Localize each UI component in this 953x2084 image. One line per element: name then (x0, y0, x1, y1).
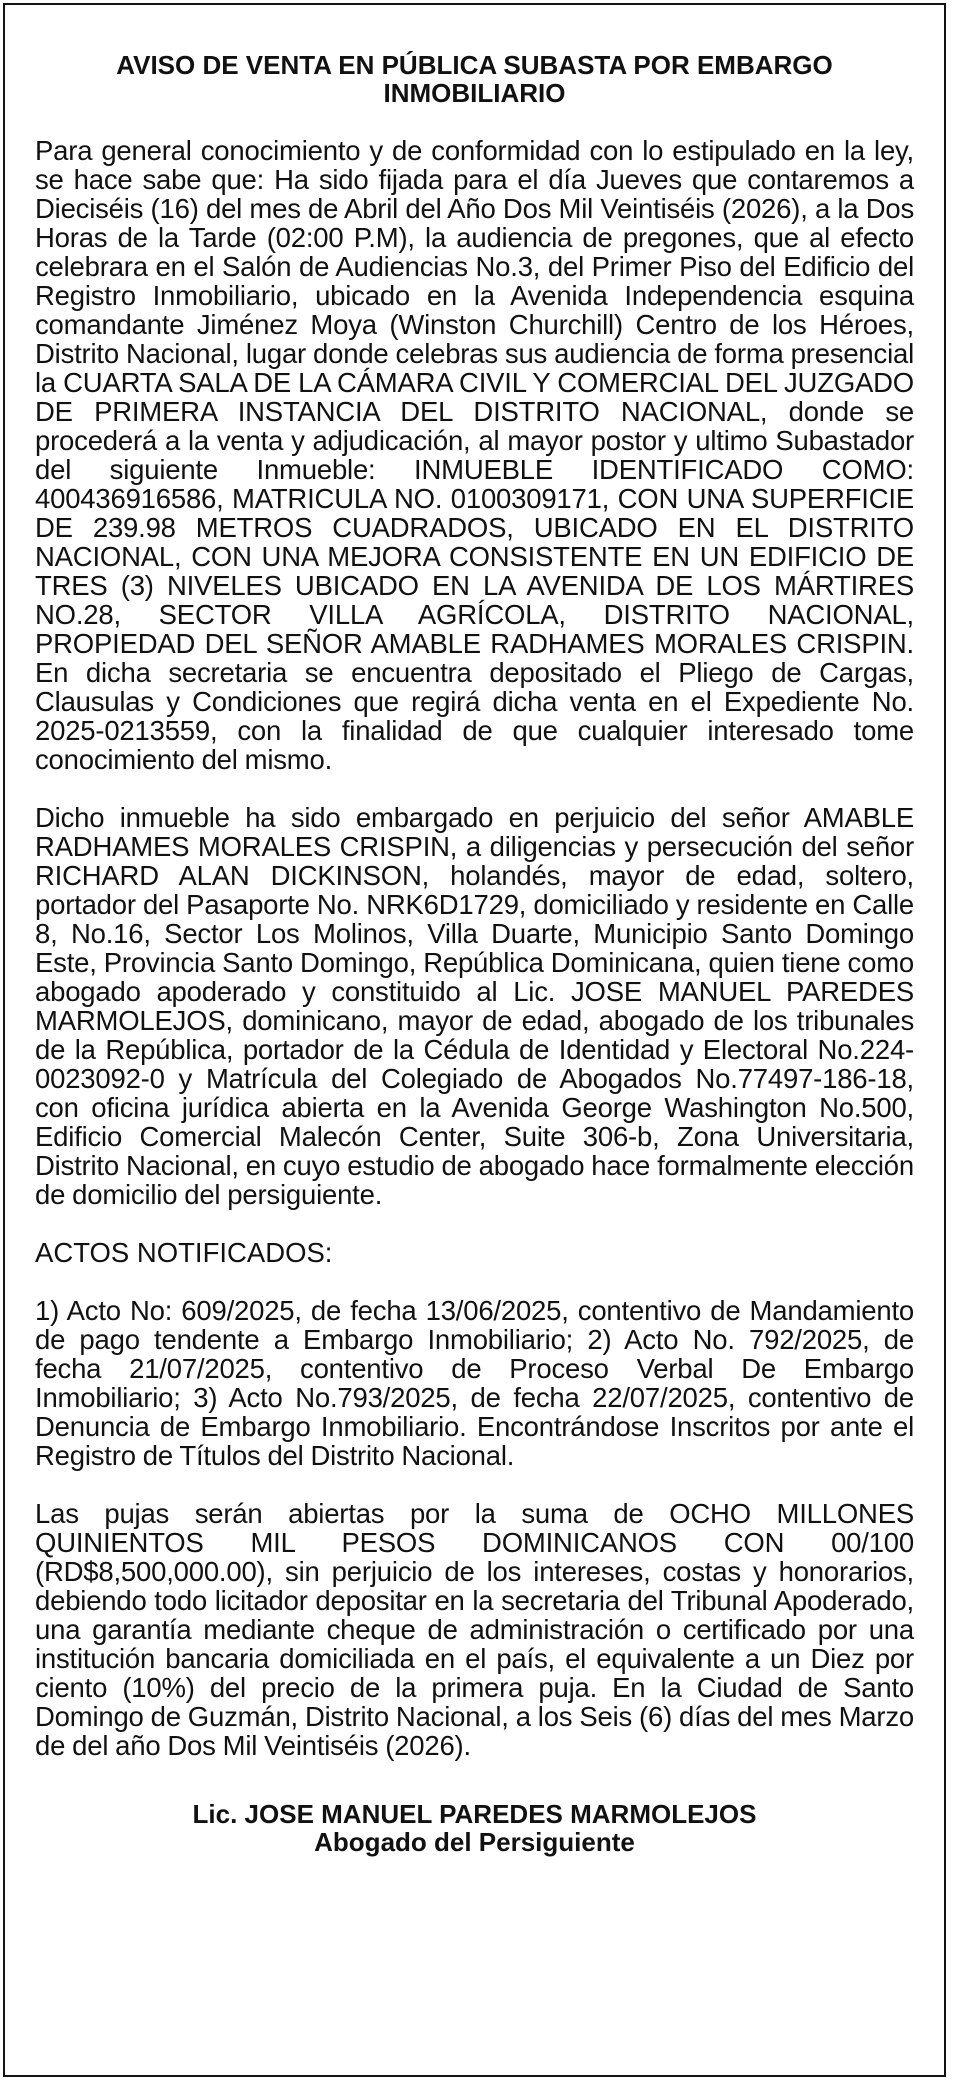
signature-role: Abogado del Persiguiente (314, 1827, 635, 1857)
notice-paragraph-announcement: Para general conocimiento y de conformidad con lo estipulado en la ley, se hace sabe que: Ha sido fijada para el día Jueves que contaremos a Dieciséis (16) del mes de Abril del Año Dos Mil Veintiséis (2026), a la Dos Horas de la Tarde (02:00 P.M), la audiencia de pregones, que al efecto celebrara en el Salón de Audiencias No.3, del Primer Piso del Edificio del Registro Inmobiliario, ubicado en la Avenida Independencia esquina comandante Jiménez Moya (Winston Churchill) Centro de los Héroes, Distrito Nacional, lugar donde celebras sus audiencia de forma presencial la CUARTA SALA DE LA CÁMARA CIVIL Y COMERCIAL DEL JUZGADO DE PRIMERA INSTANCIA DEL DISTRITO NACIONAL, donde se procederá a la venta y adjudicación, al mayor postor y ultimo Subastador del siguiente Inmueble: INMUEBLE IDENTIFICADO COMO: 400436916586, MATRICULA NO. 0100309171, CON UNA SUPERFICIE DE 239.98 METROS CUADRADOS, UBICADO EN EL DISTRITO NACIONAL, CON UNA MEJORA CONSISTENTE EN UN EDIFICIO DE TRES (3) NIVELES UBICADO EN LA AVENIDA DE LOS MÁRTIRES NO.28, SECTOR VILLA AGRÍCOLA, DISTRITO NACIONAL, PROPIEDAD DEL SEÑOR AMABLE RADHAMES MORALES CRISPIN. En dicha secretaria se encuentra depositado el Pliego de Cargas, Clausulas y Condiciones que regirá dicha venta en el Expediente No. 2025-0213559, con la finalidad de que cualquier interesado tome conocimiento del mismo. (35, 135, 914, 775)
notice-paragraph-actos: 1) Acto No: 609/2025, de fecha 13/06/2025, contentivo de Mandamiento de pago tendente a Embargo Inmobiliario; 2) Acto No. 792/2025, de fecha 21/07/2025, contentivo de Proceso Verbal De Embargo Inmobiliario; 3) Acto No.793/2025, de fecha 22/07/2025, contentivo de Denuncia de Embargo Inmobiliario. Encontrándose Inscritos por ante el Registro de Títulos del Distrito Nacional. (35, 1295, 914, 1471)
signature-name: Lic. JOSE MANUEL PAREDES MARMOLEJOS (192, 1799, 757, 1829)
notice-frame (3, 3, 946, 2077)
signature-block (35, 1800, 914, 1856)
notice-content (35, 51, 914, 1856)
notice-title: AVISO DE VENTA EN PÚBLICA SUBASTA POR EMBARGO INMOBILIARIO (116, 50, 833, 108)
notice-paragraph-embargo: Dicho inmueble ha sido embargado en perjuicio del señor AMABLE RADHAMES MORALES CRISPIN, a diligencias y persecución del señor RICHARD ALAN DICKINSON, holandés, mayor de edad, soltero, portador del Pasaporte No. NRK6D1729, domiciliado y residente en Calle 8, No.16, Sector Los Molinos, Villa Duarte, Municipio Santo Domingo Este, Provincia Santo Domingo, República Dominicana, quien tiene como abogado apoderado y constituido al Lic. JOSE MANUEL PAREDES MARMOLEJOS, dominicano, mayor de edad, abogado de los tribunales de la República, portador de la Cédula de Identidad y Electoral No.224-0023092-0 y Matrícula del Colegiado de Abogados No.77497-186-18, con oficina jurídica abierta en la Avenida George Washington No.500, Edificio Comercial Malecón Center, Suite 306-b, Zona Universitaria, Distrito Nacional, en cuyo estudio de abogado hace formalmente elección de domicilio del persiguiente. (35, 802, 914, 1210)
notice-paragraph-pujas: Las pujas serán abiertas por la suma de OCHO MILLONES QUINIENTOS MIL PESOS DOMINICANOS CON 00/100 (RD$8,500,000.00), sin perjuicio de los intereses, costas y honorarios, debiendo todo licitador depositar en la secretaria del Tribunal Apoderado, una garantía mediante cheque de administración o certificado por una institución bancaria domiciliada en el país, el equivalente a un Diez por ciento (10%) del precio de la primera puja. En la Ciudad de Santo Domingo de Guzmán, Distrito Nacional, a los Seis (6) días del mes Marzo de del año Dos Mil Veintiséis (2026). (35, 1498, 914, 1761)
actos-notificados-heading: ACTOS NOTIFICADOS: (35, 1237, 333, 1268)
